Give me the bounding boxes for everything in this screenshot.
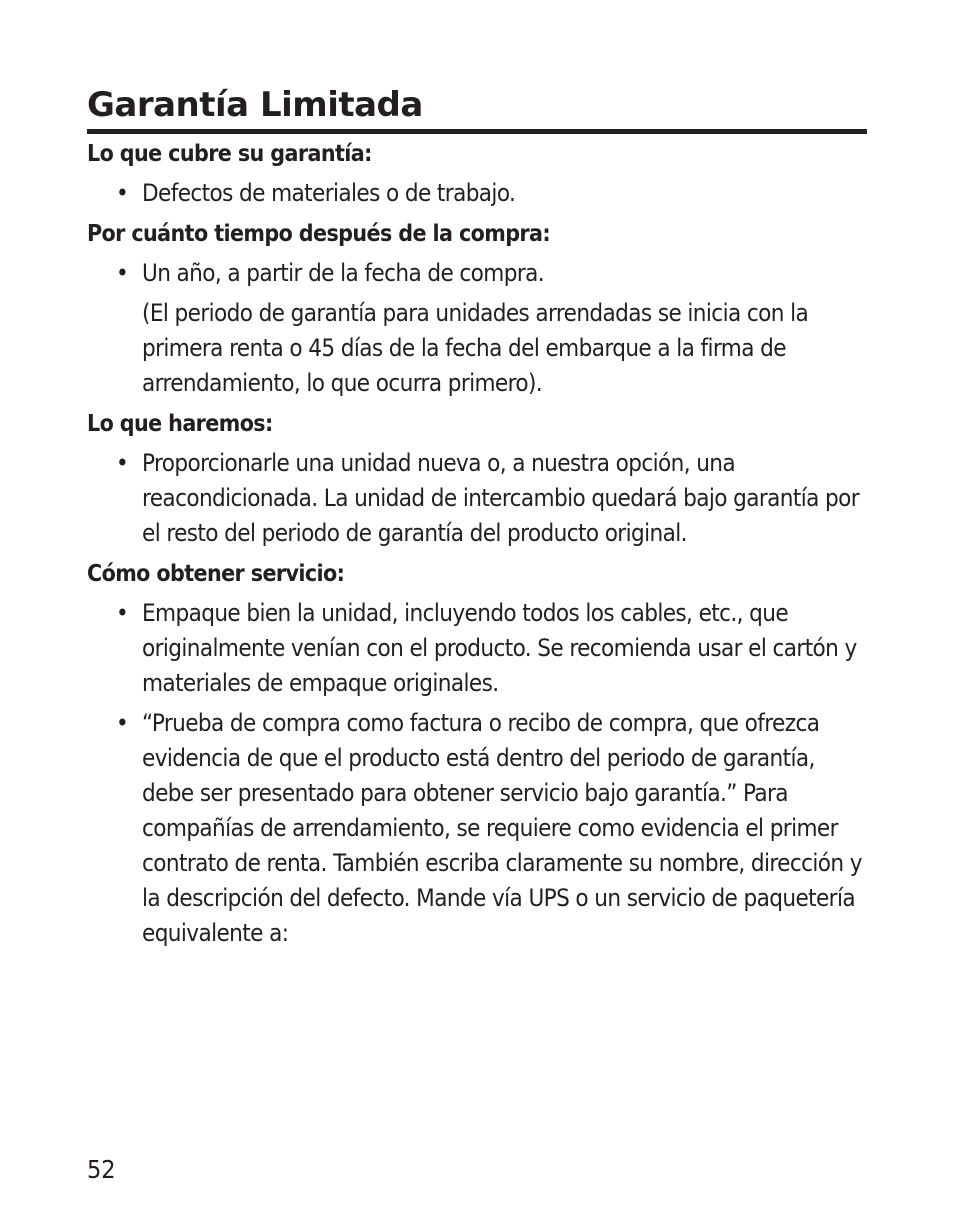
item-text: Proporcionarle una unidad nueva o, a nuestra opción, una reacondicionada. La unidad de intercambio quedará bajo garantía por el resto del periodo de garantía del producto original. (142, 449, 859, 547)
section-how-to-get-service (87, 556, 867, 951)
section-heading: Cómo obtener servicio: (87, 561, 345, 587)
item-note: (El periodo de garantía para unidades arrendadas se inicia con la primera renta o 45 días de la fecha del embarque a la firma de arrendamiento, lo que ocurra primero). (142, 299, 809, 397)
item-text: Defectos de materiales o de trabajo. (142, 179, 516, 207)
bullet-list (87, 596, 867, 951)
warranty-content (87, 136, 867, 956)
list-item (87, 446, 867, 551)
item-text: Empaque bien la unidad, incluyendo todos los cables, etc., que originalmente venían con el producto. Se recomienda usar el cartón y materiales de empaque originales. (142, 599, 857, 697)
bullet-icon: • (116, 179, 129, 207)
list-item (87, 256, 867, 401)
list-item (87, 706, 867, 951)
section-what-we-do (87, 406, 867, 551)
bullet-icon: • (116, 449, 129, 477)
section-coverage (87, 136, 867, 211)
bullet-list (87, 176, 867, 211)
document-page (87, 0, 867, 1215)
bullet-list (87, 256, 867, 401)
bullet-list (87, 446, 867, 551)
section-heading: Lo que cubre su garantía: (87, 141, 372, 167)
bullet-icon: • (116, 599, 129, 627)
list-item (87, 176, 867, 211)
section-heading: Lo que haremos: (87, 411, 273, 437)
page-title: Garantía Limitada (87, 82, 867, 134)
item-text: “Prueba de compra como factura o recibo de compra, que ofrezca evidencia de que el producto está dentro del periodo de garantía, debe ser presentado para obtener servicio bajo garantía.” Para compañías de arrendamiento, se requiere como evidencia el primer contrato de renta. También escriba claramente su nombre, dirección y la descripción del defecto. Mande vía UPS o un servicio de paquetería equivalente a: (142, 709, 862, 947)
page-number: 52 (87, 1155, 116, 1184)
list-item (87, 596, 867, 701)
item-text: Un año, a partir de la fecha de compra. (142, 259, 544, 287)
bullet-icon: • (116, 709, 129, 737)
bullet-icon: • (116, 259, 129, 287)
section-heading: Por cuánto tiempo después de la compra: (87, 221, 551, 247)
section-duration (87, 216, 867, 401)
